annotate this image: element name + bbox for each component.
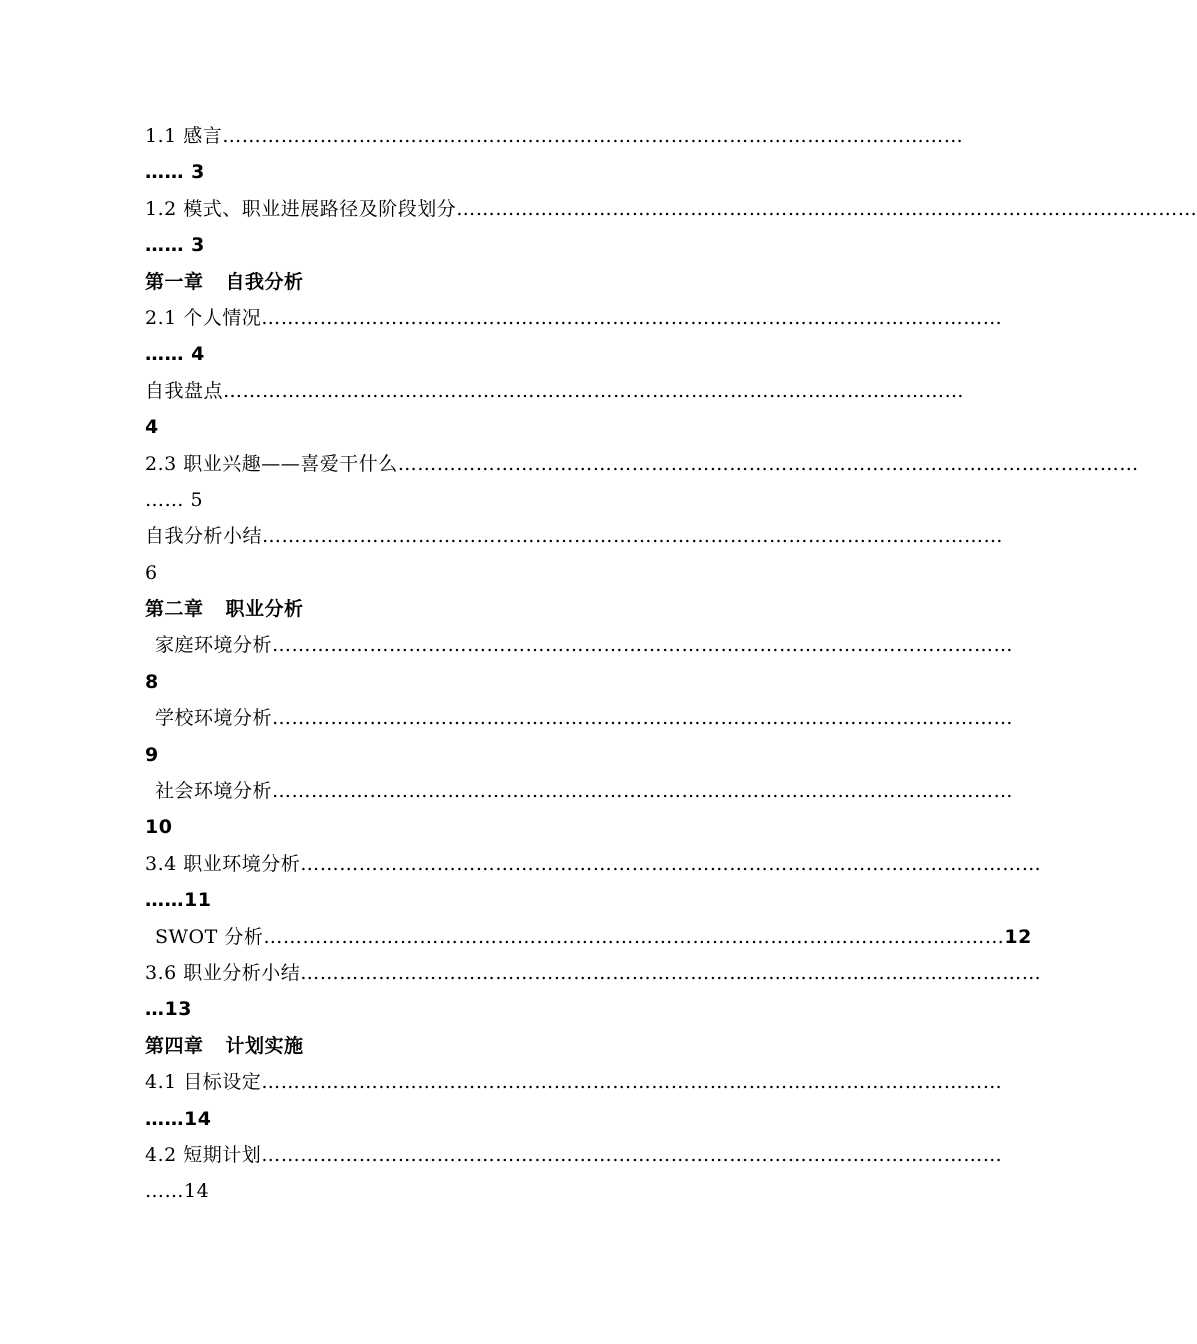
table-of-contents [145, 118, 1197, 1210]
toc-entry-title: 1.2 模式、职业进展路径及阶段划分 [145, 197, 457, 220]
toc-entry-title: 自我盘点 [145, 379, 224, 402]
toc-leader-dots: …………………………………………………………………………………………………… [272, 707, 1014, 730]
toc-page-number-line: 9 [145, 743, 159, 766]
toc-entry [145, 1064, 1003, 1100]
toc-leader-dots: …………………………………………………………………………………………………… [261, 306, 1003, 329]
toc-entry [145, 627, 1014, 663]
toc-entry [145, 846, 1042, 882]
toc-leader-dots: …………………………………………………………………………………………………… [222, 125, 964, 147]
toc-page-number-line: ……14 [145, 1107, 212, 1130]
toc-leader-dots: …………………………………………………………………………………………………… [223, 379, 965, 402]
toc-entry [145, 1137, 1003, 1173]
toc-entry-title: 学校环境分析 [155, 707, 273, 730]
chapter-number: 第二章 [145, 598, 204, 621]
toc-entry [145, 955, 1042, 991]
toc-leader-dots: …………………………………………………………………………………………………… [300, 852, 1042, 875]
toc-leader-dots: …………………………………………………………………………………………………… [262, 525, 1004, 548]
toc-entry [145, 518, 1004, 554]
toc-page-number-line: …… 4 [145, 343, 205, 366]
toc-entry-title: 3.4 职业环境分析 [145, 852, 301, 875]
toc-entry-title: 社会环境分析 [155, 780, 273, 803]
toc-leader-dots: …………………………………………………………………………………………………… [456, 197, 1197, 220]
toc-entry [145, 446, 1139, 482]
toc-entry-title: 家庭环境分析 [155, 634, 273, 657]
toc-page-number-line: …… 3 [145, 161, 205, 184]
chapter-number: 第一章 [145, 270, 204, 293]
toc-chapter-heading [145, 591, 805, 627]
toc-chapter-heading [145, 1028, 805, 1064]
toc-entry [145, 773, 1014, 809]
toc-leader-dots: …………………………………………………………………………………………………… [261, 1143, 1003, 1166]
chapter-title: 职业分析 [225, 598, 304, 621]
toc-entry-title: 4.2 短期计划 [145, 1143, 262, 1166]
toc-leader-dots: …………………………………………………………………………………………………… [397, 452, 1139, 475]
toc-entry [145, 373, 965, 409]
toc-page-number-line: 4 [145, 416, 159, 439]
toc-entry-title: 1.1 感言 [145, 125, 223, 147]
toc-page-number-line: …… 3 [145, 234, 205, 257]
toc-entry [145, 191, 1197, 227]
toc-entry [145, 919, 1032, 955]
toc-leader-dots: …………………………………………………………………………………………………… [272, 780, 1014, 803]
toc-entry-title: 2.1 个人情况 [145, 306, 262, 329]
toc-entry-title: 3.6 职业分析小结 [145, 961, 301, 984]
toc-leader-dots: …………………………………………………………………………………………………… [261, 1071, 1003, 1094]
toc-entry [145, 700, 1014, 736]
toc-page-number-line: …… 5 [145, 488, 204, 511]
toc-entry-title: 2.3 职业兴趣——喜爱干什么 [145, 452, 398, 475]
toc-page-number-line: ……14 [145, 1180, 210, 1203]
toc-entry-title: 4.1 目标设定 [145, 1071, 262, 1094]
toc-entry-title: SWOT 分析 [155, 925, 264, 948]
chapter-number: 第四章 [145, 1034, 204, 1057]
chapter-title: 自我分析 [225, 270, 304, 293]
toc-entry [145, 300, 1003, 336]
toc-entry-title: 自我分析小结 [145, 525, 263, 548]
toc-page-number-line: 8 [145, 670, 159, 693]
toc-chapter-heading [145, 264, 805, 300]
toc-leader-dots: …………………………………………………………………………………………………… [263, 925, 1005, 948]
toc-page-number: 12 [1004, 925, 1032, 948]
toc-leader-dots: …………………………………………………………………………………………………… [272, 634, 1014, 657]
toc-leader-dots: …………………………………………………………………………………………………… [300, 961, 1042, 984]
chapter-title: 计划实施 [225, 1034, 304, 1057]
toc-page-number-line: 10 [145, 816, 173, 839]
toc-page-number-line: …13 [145, 998, 192, 1021]
toc-page-number-line: ……11 [145, 889, 212, 912]
toc-entry [145, 118, 964, 154]
toc-page-number-line: 6 [145, 561, 158, 584]
